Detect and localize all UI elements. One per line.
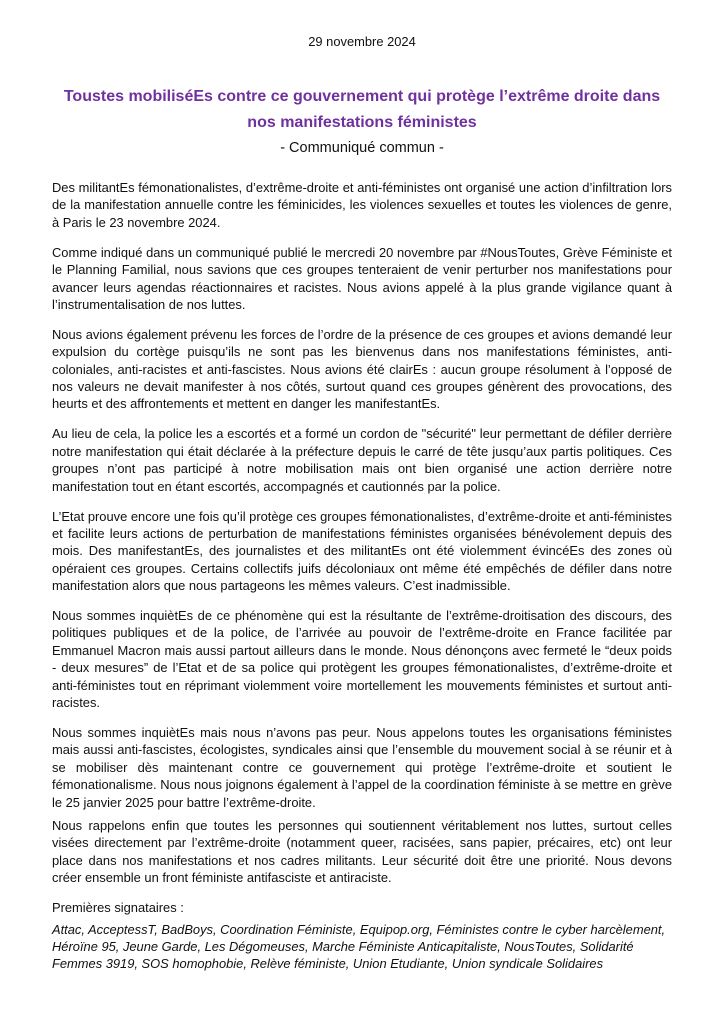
document-title: Toustes mobiliséEs contre ce gouvernement qui protège l’extrême droite dans nos manifestations féministes [63, 88, 661, 131]
paragraph-6: Nous sommes inquiètEs de ce phénomène qui est la résultante de l’extrême-droitisation des discours, des politiques publiques et de la police, de l’arrivée au pouvoir de l’extrême-droite en France facilitée par Emmanuel Macron mais aussi partout ailleurs dans le monde. Nous dénonçons avec fermeté le “deux poids - deux mesures” de l’Etat et de sa police qui protègent les groupes fémonationalistes, d’extrême-droite et anti-féministes tout en réprimant violemment voire mortellement les mouvements féministes et surtout anti-racistes. [52, 608, 672, 711]
paragraph-8: Nous rappelons enfin que toutes les personnes qui soutiennent véritablement nos luttes, surtout celles visées directement par l’extrême-droite (notamment queer, racisées, sans papier, précaires, etc) ont leur place dans nos manifestations et nos cadres militants. Leur sécurité doit être une priorité. Nous devons créer ensemble un front féministe antifasciste et antiraciste. [52, 818, 672, 886]
paragraph-5: L’Etat prouve encore une fois qu’il protège ces groupes fémonationalistes, d’extrême-droite et anti-féministes et facilite leurs actions de perturbation de manifestations féministes organisées bénévolement depuis des mois. Des manifestantEs, des journalistes et des militantEs ont été violemment évincéEs des zones où opéraient ces groupes. Certains collectifs juifs décoloniaux ont même été empêchés de défiler dans notre manifestation alors que nous partageons les mêmes valeurs. C’est inadmissible. [52, 508, 672, 594]
paragraph-3: Nous avions également prévenu les forces de l’ordre de la présence de ces groupes et avions demandé leur expulsion du cortège puisqu’ils ne sont pas les bienvenus dans nos manifestations féministes, anti-coloniales, anti-racistes et anti-fascistes. Nous avions été clairEs : aucun groupe résolument à l’opposé de nos valeurs ne devait manifester à nos côtés, surtout quand ces groupes génèrent des provocations, des heurts et des affrontements et mettent en danger les manifestantEs. [52, 326, 672, 412]
paragraph-4: Au lieu de cela, la police les a escortés et a formé un cordon de "sécurité" leur permettant de défiler derrière notre manifestation qui était déclarée à la préfecture depuis le carré de tête jusqu’aux partis politiques. Ces groupes n’ont pas participé à notre mobilisation mais ont bien organisé une action derrière notre manifestation tout en étant escortés, accompagnés et cautionnés par la police. [52, 426, 672, 494]
document-body [52, 179, 672, 973]
paragraph-7: Nous sommes inquiètEs mais nous n’avons pas peur. Nous appelons toutes les organisations féministes mais aussi anti-fascistes, écologistes, syndicales ainsi que l’ensemble du mouvement social à se réunir et à se mobiliser dès maintenant contre ce gouvernement qui protège l’extrême-droite et soutient le fémonationalisme. Nous nous joignons également à l’appel de la coordination féministe à se mettre en grève le 25 janvier 2025 pour battre l’extrême-droite. [52, 724, 672, 810]
document-subtitle: - Communiqué commun - [280, 140, 444, 156]
signatories-label: Premières signataires : [52, 900, 184, 916]
paragraph-2: Comme indiqué dans un communiqué publié le mercredi 20 novembre par #NousToutes, Grève Féministe et le Planning Familial, nous savions que ces groupes tenteraient de venir perturber nos manifestations pour avancer leurs agendas réactionnaires et racistes. Nous avions appelé à la plus grande vigilance quant à l’instrumentalisation de nos luttes. [52, 244, 672, 312]
paragraph-1: Des militantEs fémonationalistes, d’extrême-droite et anti-féministes ont organisé une action d’infiltration lors de la manifestation annuelle contre les féminicides, les violences sexuelles et toutes les violences de genre, à Paris le 23 novembre 2024. [52, 180, 672, 230]
signatories-list: Attac, AcceptessT, BadBoys, Coordination Féministe, Equipop.org, Féministes contre le cyber harcèlement, Héroïne 95, Jeune Garde, Les Dégomeuses, Marche Féministe Anticapitaliste, NousToutes, Solidarité Femmes 3919, SOS homophobie, Relève féministe, Union Etudiante, Union syndicale Solidaires [52, 921, 666, 972]
document-date: 29 novembre 2024 [308, 34, 416, 49]
